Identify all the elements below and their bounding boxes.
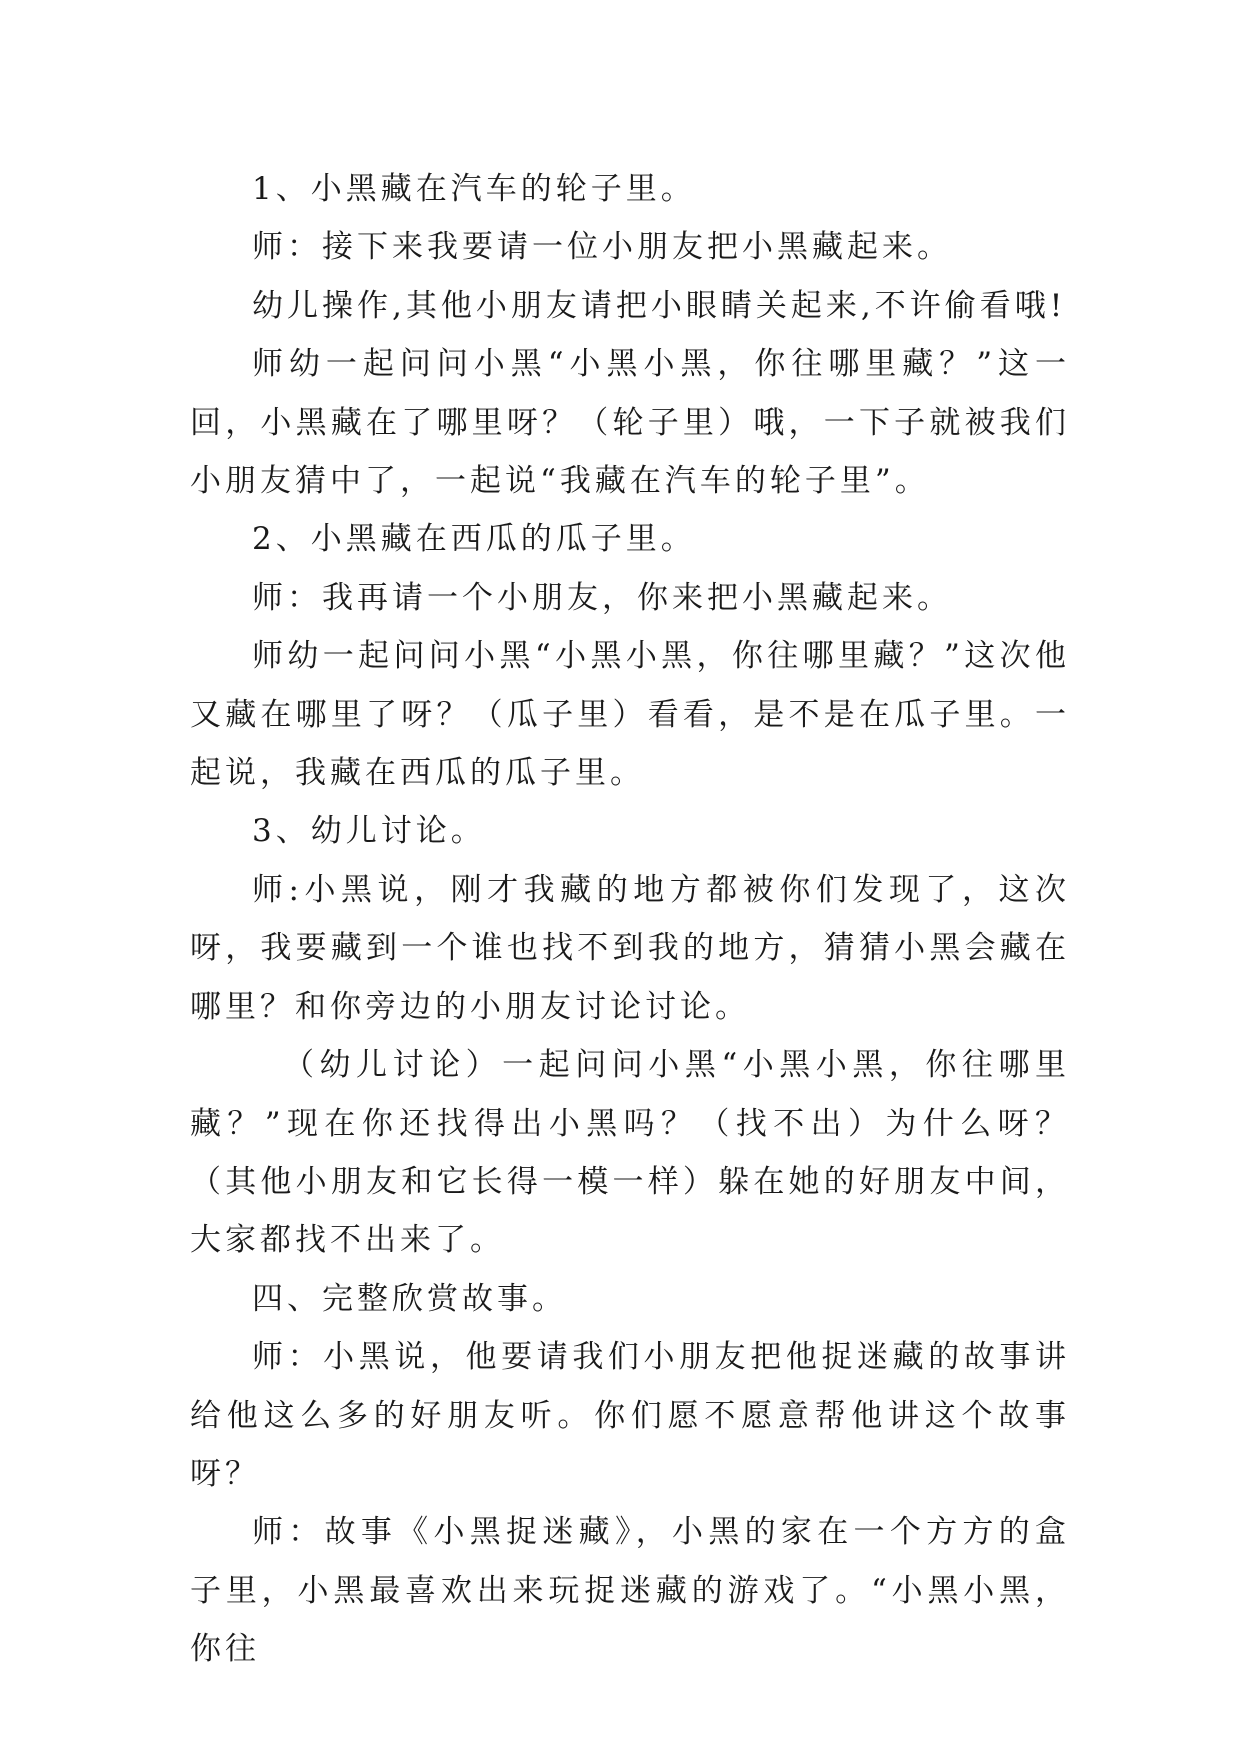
paragraph-step-3: 3、幼儿讨论。 (252, 813, 486, 850)
paragraph-ask-seed: 师幼一起问问小黑“小黑小黑，你往哪里藏？”这次他又藏在哪里了呀？（瓜子里）看看，是不是在瓜子里。一起说，我藏在西瓜的瓜子里。 (190, 638, 1070, 792)
paragraph-teacher-again: 师：我再请一个小朋友，你来把小黑藏起来。 (252, 579, 952, 616)
paragraph-step-2: 2、小黑藏在西瓜的瓜子里。 (252, 521, 696, 558)
paragraph-story-start: 师：故事《小黑捉迷藏》，小黑的家在一个方方的盒子里，小黑最喜欢出来玩捉迷藏的游戏了。“小黑小黑，你往 (190, 1514, 1070, 1668)
paragraph-child-operation: 幼儿操作,其他小朋友请把小眼睛关起来,不许偷看哦! (252, 287, 1067, 324)
paragraph-teacher-story-request: 师：小黑说，他要请我们小朋友把他捉迷藏的故事讲给他这么多的好朋友听。你们愿不愿意帮他讲这个故事呀？ (190, 1339, 1070, 1492)
paragraph-children-discuss: （幼儿讨论）一起问问小黑“小黑小黑，你往哪里藏？”现在你还找得出小黑吗？（找不出）为什么呀？（其他小朋友和它长得一模一样）躲在她的好朋友中间，大家都找不出来了。 (190, 1047, 1070, 1259)
paragraph-step-1: 1、小黑藏在汽车的轮子里。 (252, 171, 696, 207)
paragraph-section-four: 四、完整欣赏故事。 (252, 1280, 567, 1317)
paragraph-teacher-discuss: 师:小黑说，刚才我藏的地方都被你们发现了，这次呀，我要藏到一个谁也找不到我的地方，猜猜小黑会藏在哪里？和你旁边的小朋友讨论讨论。 (190, 871, 1070, 1025)
paragraph-ask-wheel: 师幼一起问问小黑“小黑小黑，你往哪里藏？”这一回，小黑藏在了哪里呀？（轮子里）哦，一下子就被我们小朋友猜中了，一起说“我藏在汽车的轮子里”。 (190, 346, 1070, 500)
paragraph-teacher-hide: 师：接下来我要请一位小朋友把小黑藏起来。 (252, 229, 952, 266)
document-body (190, 160, 1070, 1679)
